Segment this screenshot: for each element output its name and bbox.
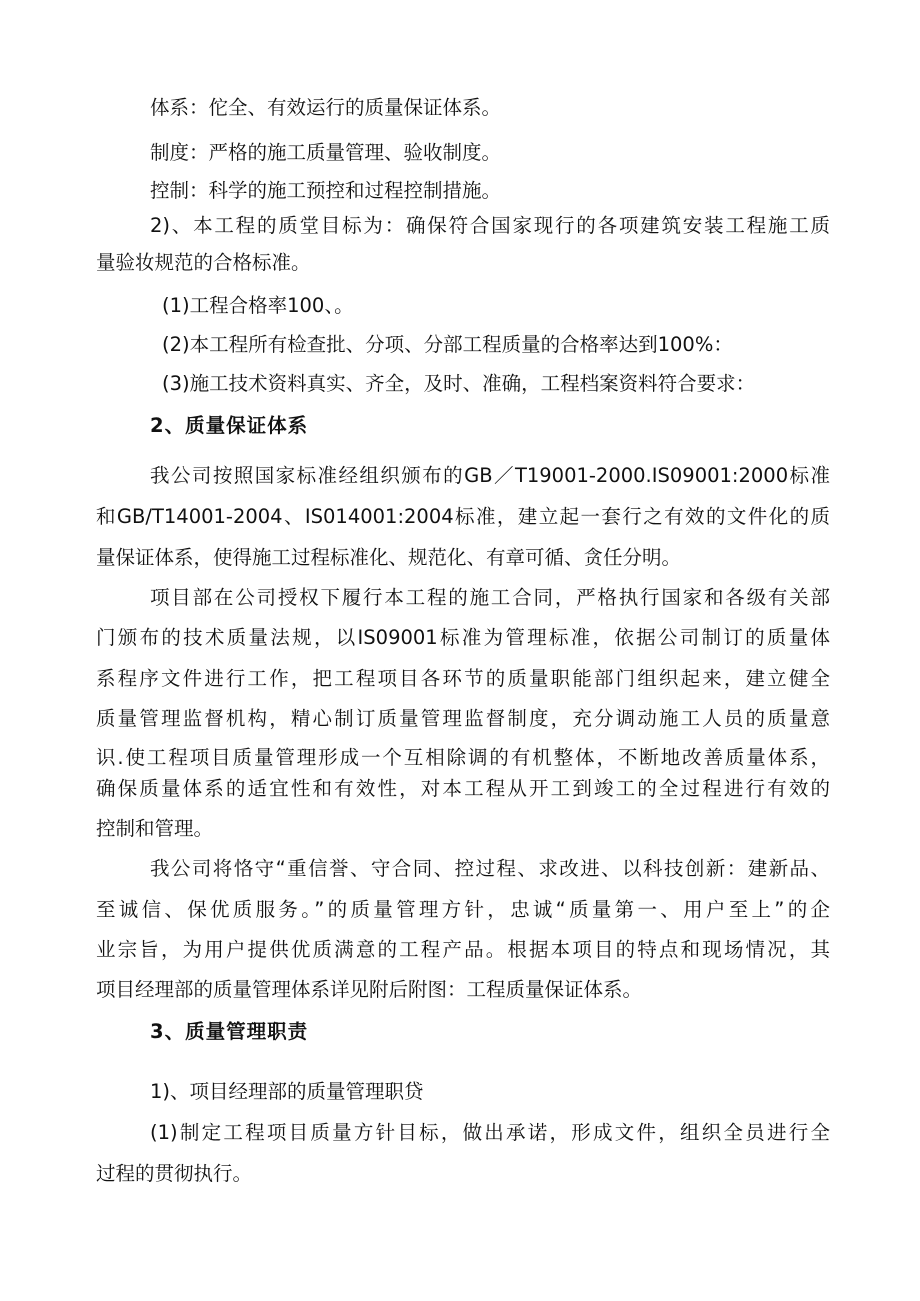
system-line: 体系：佗全、有效运行的质量保证体系。 [150, 96, 502, 119]
paragraph-line: 识.使工程项目质量管理形成一个互相除调的有机整体，不断地改善质量体系， [96, 746, 830, 769]
paragraph-line: 和GB/T14001-2004、IS014001:2004标准，建立起一套行之有效的文件化的质 [96, 505, 830, 528]
paragraph-line: 确保质量体系的适宜性和有效性，对本工程从开工到竣工的全过程进行有效的 [96, 777, 830, 800]
subsection-heading: 1)、项目经理部的质量管理职贷 [150, 1080, 424, 1103]
paragraph-line: 至诚信、保优质服务。”的质量管理方针，忠诚“质量第一、用户至上”的企 [96, 898, 830, 921]
regulation-line: 制度：严格的施工质量管理、验收制度。 [150, 141, 502, 164]
paragraph-line: 项目经理部的质量管理体系详见附后附图：工程质量保证体系。 [96, 978, 643, 1001]
section-heading-quality-assurance-system: 2、质量保证体系 [150, 414, 309, 437]
duty-item-line: (1)制定工程项目质量方针目标，做出承诺，形成文件，组织全员进行全 [150, 1121, 830, 1144]
paragraph-line: 业宗旨，为用户提供优质满意的工程产品。根据本项目的特点和现场情况，其 [96, 938, 830, 961]
paragraph-line: 我公司将恪守“重信誉、守合同、控过程、求改进、以科技创新：建新品、 [150, 857, 830, 880]
paragraph-line: 我公司按照国家标准经组织颁布的GB／T19001-2000.IS09001:2000标准 [150, 464, 830, 487]
paragraph-line: 项目部在公司授权下履行本工程的施工合同，严格执行国家和各级有关部 [150, 586, 830, 609]
control-line: 控制：科学的施工预控和过程控制措施。 [150, 179, 502, 202]
inspection-rate-item: (2)本工程所有检查批、分项、分部工程质量的合格率达到100%： [162, 333, 733, 356]
paragraph-line: 量保证体系，使得施工过程标准化、规范化、有章可循、贪任分明。 [96, 546, 682, 569]
quality-goal-continuation: 量验妆规范的合格标准。 [96, 251, 311, 274]
paragraph-line: 质量管理监督机构，精心制订质量管理监督制度，充分调动施工人员的质量意 [96, 707, 830, 730]
quality-goal-line: 2)、本工程的质堂目标为：确保符合国家现行的各项建筑安装工程施工质 [150, 214, 830, 237]
section-heading-quality-management-duties: 3、质量管理职责 [150, 1020, 309, 1043]
technical-data-item: (3)施工技术资料真实、齐全，及时、准确，工程档案资料符合要求： [162, 372, 756, 395]
paragraph-line: 门颁布的技术质量法规，以IS09001标准为管理标准，依据公司制订的质量体 [96, 626, 830, 649]
qualification-rate-item: (1)工程合格率100、。 [162, 294, 354, 317]
paragraph-line: 系程序文件进行工作，把工程项目各环节的质量职能部门组织起来，建立健全 [96, 667, 830, 690]
duty-item-continuation: 过程的贯彻执行。 [96, 1162, 253, 1185]
paragraph-line: 控制和管理。 [96, 817, 214, 840]
